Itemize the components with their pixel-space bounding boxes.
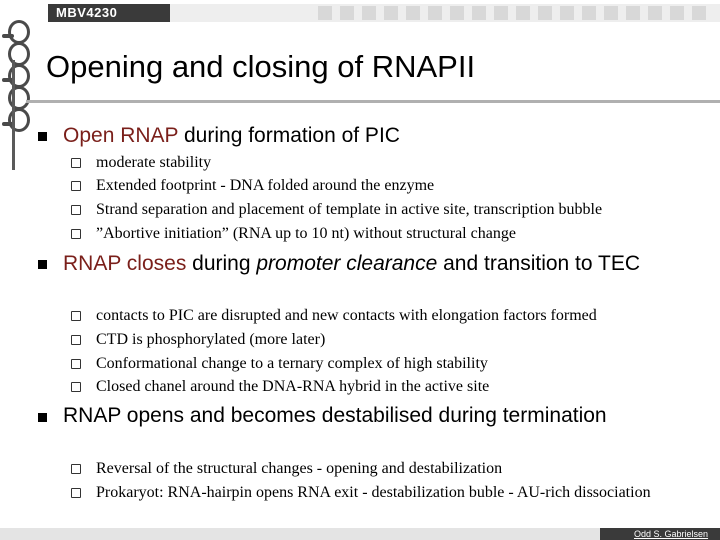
left-vertical-rule <box>12 60 15 170</box>
top-banner <box>0 0 720 26</box>
sub-bullet: contacts to PIC are disrupted and new contacts with elongation factors formed <box>96 307 597 324</box>
banner-square-decoration <box>538 6 552 20</box>
heading-text: during formation of PIC <box>178 124 400 147</box>
banner-square-decoration <box>318 6 332 20</box>
bullet-square-icon <box>38 132 47 141</box>
banner-square-decoration <box>516 6 530 20</box>
banner-square-decoration <box>582 6 596 20</box>
heading-text: during <box>186 252 257 275</box>
sub-bullet-box-icon <box>71 229 81 239</box>
heading-text: and transition to TEC <box>437 252 641 275</box>
footer-author: Odd S. Gabrielsen <box>634 529 709 539</box>
banner-square-decoration <box>494 6 508 20</box>
highlight-text: RNAP closes <box>63 252 187 275</box>
course-code: MBV4230 <box>56 5 118 20</box>
sub-bullet: CTD is phosphorylated (more later) <box>96 331 326 348</box>
sub-bullet: moderate stability <box>96 154 212 171</box>
sub-bullet-box-icon <box>71 158 81 168</box>
highlight-text: Open RNAP <box>63 124 179 147</box>
sub-bullet-box-icon <box>71 205 81 215</box>
italic-text: promoter clearance <box>256 252 438 275</box>
bullet-square-icon <box>38 413 47 422</box>
sub-bullet-box-icon <box>71 359 81 369</box>
sub-bullet-box-icon <box>71 464 81 474</box>
bullet-heading <box>63 124 713 148</box>
sub-bullet-box-icon <box>71 488 81 498</box>
banner-square-decoration <box>626 6 640 20</box>
banner-square-decoration <box>472 6 486 20</box>
banner-square-decoration <box>384 6 398 20</box>
sub-bullet-box-icon <box>71 181 81 191</box>
sub-bullet: ”Abortive initiation” (RNA up to 10 nt) without structural change <box>96 225 516 242</box>
bullet-heading <box>63 252 713 276</box>
slide-title: Opening and closing of RNAPII <box>46 49 476 84</box>
sub-bullet: Prokaryot: RNA-hairpin opens RNA exit - destabilization buble - AU-rich dissociation <box>96 484 651 501</box>
banner-square-decoration <box>604 6 618 20</box>
banner-square-decoration <box>406 6 420 20</box>
sub-bullet-box-icon <box>71 335 81 345</box>
banner-square-decoration <box>648 6 662 20</box>
title-divider <box>26 100 720 103</box>
sub-bullet-box-icon <box>71 311 81 321</box>
sub-bullet: Reversal of the structural changes - opening and destabilization <box>96 460 503 477</box>
bullet-square-icon <box>38 260 47 269</box>
spiral-binding-decoration <box>2 20 36 160</box>
bullet-heading: RNAP opens and becomes destabilised during termination <box>63 404 607 427</box>
banner-square-decoration <box>560 6 574 20</box>
banner-square-decoration <box>670 6 684 20</box>
sub-bullet: Closed chanel around the DNA-RNA hybrid in the active site <box>96 378 490 395</box>
banner-square-decoration <box>692 6 706 20</box>
banner-square-decoration <box>428 6 442 20</box>
sub-bullet-box-icon <box>71 382 81 392</box>
spiral-hook <box>2 34 14 38</box>
banner-square-decoration <box>362 6 376 20</box>
banner-square-decoration <box>340 6 354 20</box>
sub-bullet: Conformational change to a ternary complex of high stability <box>96 355 488 372</box>
sub-bullet: Extended footprint - DNA folded around the enzyme <box>96 177 435 194</box>
banner-square-decoration <box>450 6 464 20</box>
spiral-ring <box>8 20 30 44</box>
sub-bullet: Strand separation and placement of template in active site, transcription bubble <box>96 201 603 218</box>
